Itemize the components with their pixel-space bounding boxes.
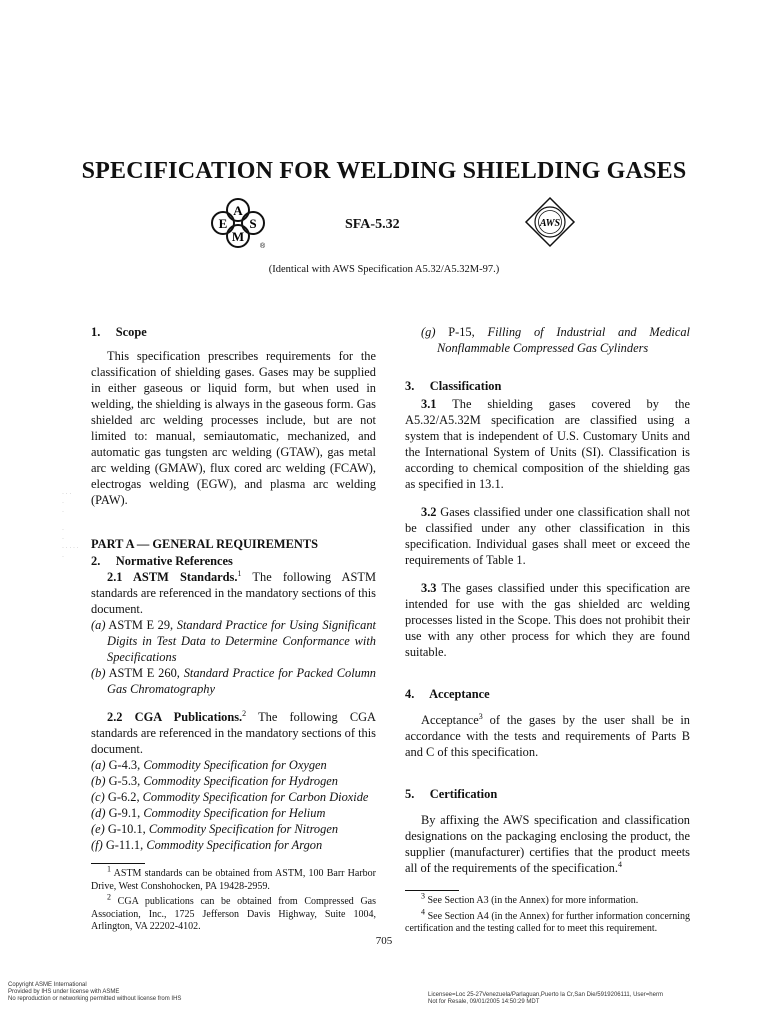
classification-heading: 3. Classification — [405, 379, 502, 393]
footnote-2: $^2$ CGA publications can be obtained from Compressed Gas Association, Inc., 1725 Jefferson Davis Highway, Suite 1004, Arlington, VA 22202-4102. — [91, 892, 376, 932]
asme-letter-m: M — [231, 229, 245, 244]
footnote-rule — [91, 863, 145, 864]
footnote-3: $^3$ See Section A3 (in the Annex) for more information. — [421, 891, 639, 906]
right-column — [405, 324, 690, 936]
paragraph-3-3: 3.3 The gases classified under this specification are intended for use with the gas shielded arc welding processes listed in the Scope. This does not prohibit their use with any other process for which they are found suitable. — [405, 581, 690, 659]
paragraph-3-1: 3.1 The shielding gases covered by the A5.32/A5.32M specification are classified using a system that is independent of U.S. Customary Units and the International System of Units (SI). Classification is according to chemical composition of the shielding gas as specified in 13.1. — [405, 397, 690, 491]
registered-mark: ® — [260, 243, 266, 250]
cga-text: The following CGA standards are referenced in the mandatory sections of this document. — [91, 710, 376, 756]
spec-number: SFA-5.32 — [345, 217, 400, 232]
astm-text: The following ASTM standards are referenced in the mandatory sections of this document. — [91, 570, 376, 616]
margin-marks: · · · · · · · · · · · · · — [62, 491, 79, 560]
paragraph-3-2: 3.2 Gases classified under one classification shall not be classified under any other classification in this specification. Individual gases shall meet or exceed the requirements of Table 1. — [405, 505, 690, 567]
list-item: (b) ASTM E 260, Standard Practice for Packed Column Gas Chromatography — [91, 666, 377, 696]
list-item: (f) G-11.1, Commodity Specification for Argon — [91, 838, 323, 852]
list-item: (d) G-9.1, Commodity Specification for Helium — [91, 806, 326, 820]
part-a-heading: PART A — GENERAL REQUIREMENTS — [91, 537, 318, 551]
aws-logo-text: AWS — [539, 218, 561, 229]
list-item: (a) ASTM E 29, Standard Practice for Using Significant Digits in Test Data to Determine Conformance with Specifications — [91, 618, 377, 664]
list-item-g: (g) P-15, Filling of Industrial and Medical Nonflammable Compressed Gas Cylinders — [421, 325, 690, 355]
certification-heading: 5. Certification — [405, 787, 498, 801]
list-item: (b) G-5.3, Commodity Specification for Hydrogen — [91, 774, 339, 788]
page-number: 705 — [375, 935, 393, 947]
list-item: (c) G-6.2, Commodity Specification for Carbon Dioxide — [91, 790, 369, 804]
asme-logo-icon — [208, 196, 268, 254]
left-column — [91, 324, 376, 934]
footer-left: Copyright ASME International Provided by IHS under license with ASME No reproduction or networking permitted without license from IHS — [8, 982, 182, 1002]
list-item: (e) G-10.1, Commodity Specification for Nitrogen — [91, 822, 339, 836]
scope-text: This specification prescribes requirements for the classification of shielding gases. Gases may be supplied in either gaseous or liquid form, but when used in welding, the shielding is always in the gaseous form. Gas shielded arc welding processes include, but are not limited to: manual, semiautomatic, mechanized, and automatic gas tungsten arc welding (GTAW), gas metal arc welding (GMAW), flux cored arc welding (FCAW), electrogas welding (EGW), and plasma arc welding (PAW). — [91, 349, 376, 507]
page-title: SPECIFICATION FOR WELDING SHIELDING GASES — [81, 158, 687, 184]
astm-sup: 1 — [237, 568, 242, 578]
aws-logo-icon — [524, 196, 576, 248]
footer-right: Licensee=Loc 25-27Venezuela/Parlaguan,Puerto la Cr,San Die/5919206111, User=herm Not for Resale, 09/01/2005 14:50:29 MDT — [428, 992, 663, 1005]
asme-letter-e: E — [218, 216, 228, 231]
cga-sup: 2 — [242, 708, 247, 718]
footnote-1: $^1$ ASTM standards can be obtained from ASTM, 100 Barr Harbor Drive, West Conshohocken, PA 19428-2959. — [91, 864, 377, 892]
normative-heading: 2. Normative References — [91, 554, 233, 568]
scope-heading: 1. Scope — [91, 325, 147, 339]
certification-text: By affixing the AWS specification and classification designations on the packaging enclosing the product, the supplier (manufacturer) certifies that the product meets all of the requirements of the specification.$^4$ — [405, 813, 690, 875]
cga-head: 2.2 CGA Publications. — [107, 710, 243, 724]
list-item: (a) G-4.3, Commodity Specification for Oxygen — [91, 758, 327, 772]
footnote-rule — [405, 890, 459, 891]
acceptance-text: Acceptance$^3$ of the gases by the user shall be in accordance with the tests and requirements of Parts B and C of this specification. — [405, 711, 690, 759]
footnote-4: $^4$ See Section A4 (in the Annex) for further information concerning certification and the testing called for to meet this requirement. — [405, 907, 690, 934]
acceptance-heading: 4. Acceptance — [405, 687, 490, 701]
cga-paragraph — [91, 709, 376, 757]
asme-letter-a: A — [233, 203, 243, 218]
astm-head: 2.1 ASTM Standards. — [107, 570, 238, 584]
astm-paragraph — [91, 569, 376, 617]
asme-letter-s: S — [249, 216, 257, 231]
identical-note: (Identical with AWS Specification A5.32/A5.32M-97.) — [268, 264, 500, 275]
